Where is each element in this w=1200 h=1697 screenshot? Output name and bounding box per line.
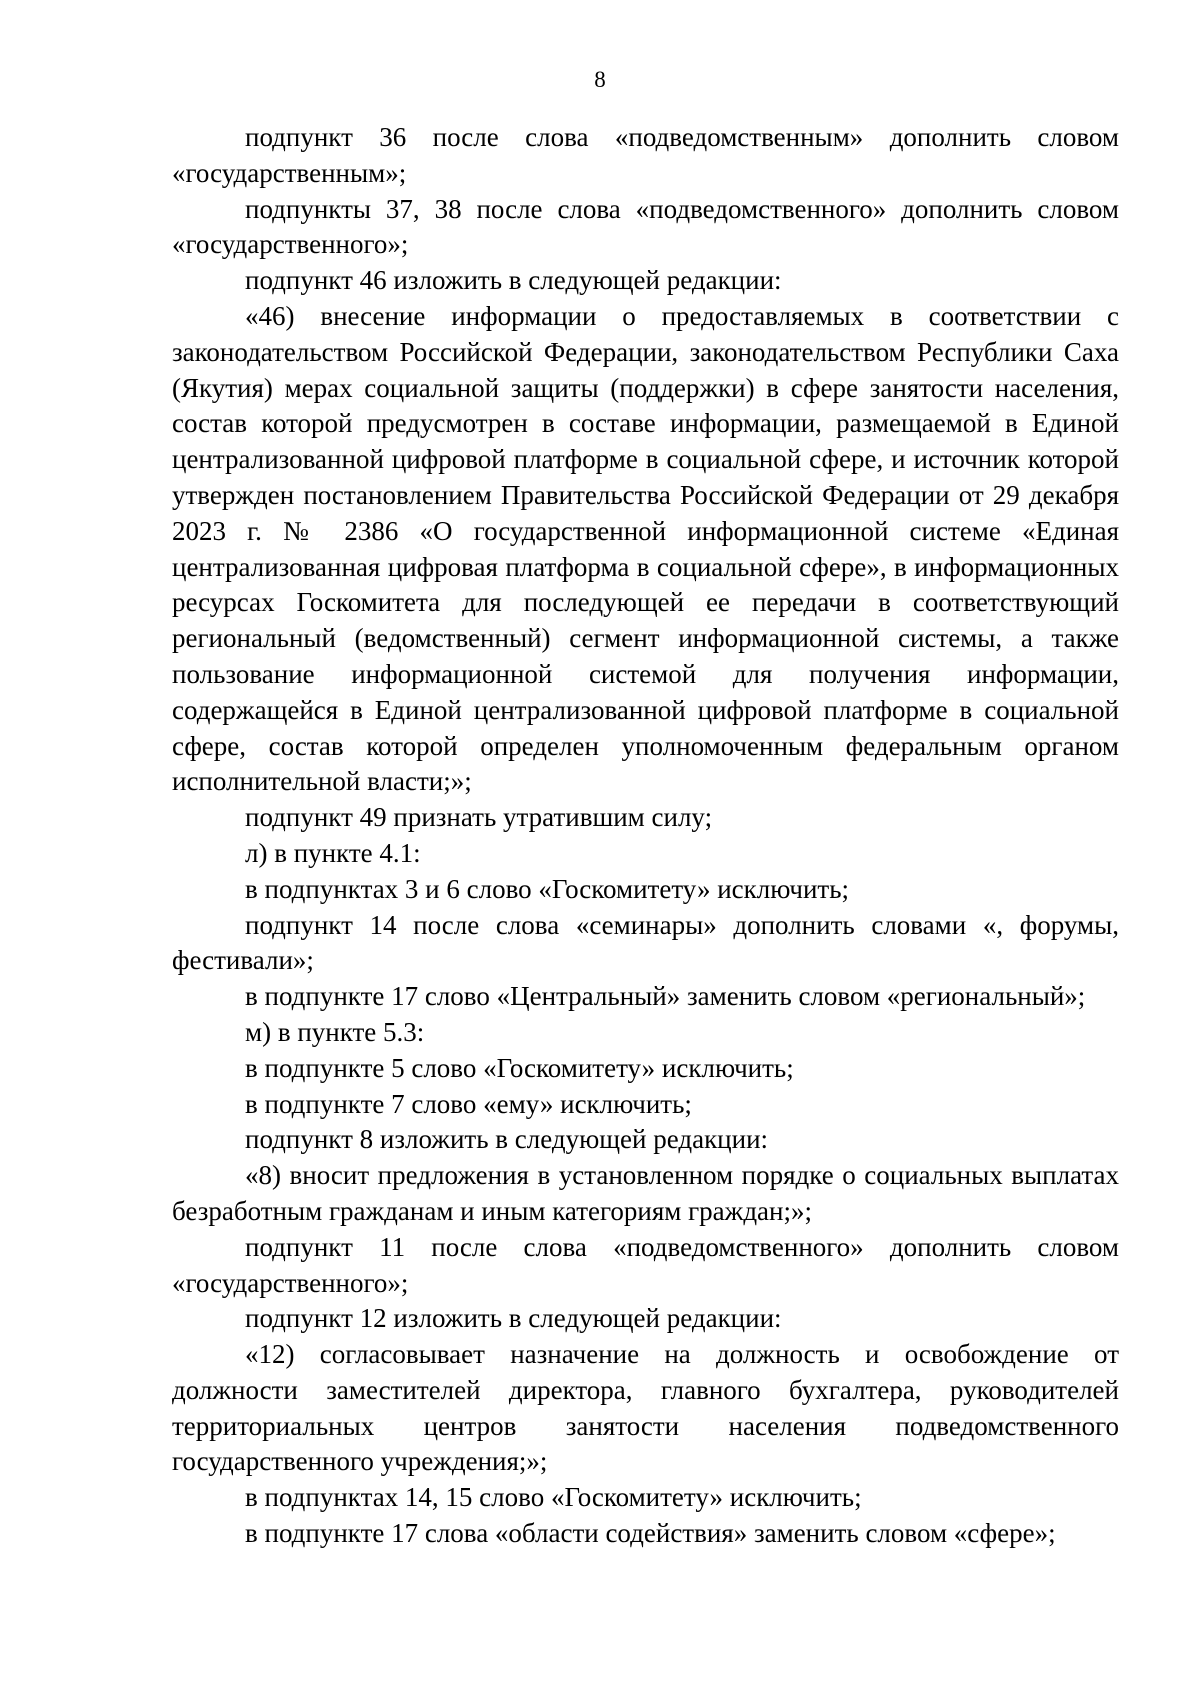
paragraph: «12) согласовывает назначение на должность и освобождение от должности заместителей директора, главного бухгалтера, руководителей территориальных центров занятости населения подведомственного государственного учреждения;»;	[172, 1339, 1119, 1477]
paragraph: в подпункте 5 слово «Госкомитету» исключить;	[245, 1052, 794, 1083]
paragraph: в подпункте 7 слово «ему» исключить;	[245, 1088, 692, 1119]
paragraph: подпункт 36 после слова «подведомственным» дополнить словом «государственным»;	[172, 122, 1119, 188]
paragraph: в подпункте 17 слова «области содействия» заменить словом «сфере»;	[245, 1518, 1056, 1549]
paragraph: подпункт 11 после слова «подведомственного» дополнить словом «государственного»;	[172, 1231, 1119, 1298]
paragraph: л) в пункте 4.1:	[245, 837, 421, 868]
paragraph: подпункт 49 признать утратившим силу;	[245, 802, 713, 833]
paragraph: в подпунктах 3 и 6 слово «Госкомитету» исключить;	[245, 873, 850, 904]
document-body	[172, 120, 1119, 1552]
paragraph: в подпунктах 14, 15 слово «Госкомитету» исключить;	[245, 1482, 862, 1513]
paragraph: «8) вносит предложения в установленном порядке о социальных выплатах безработным гражданам и иным категориям граждан;»;	[172, 1160, 1119, 1226]
paragraph: подпункт 46 изложить в следующей редакции:	[245, 265, 782, 296]
paragraph: в подпункте 17 слово «Центральный» заменить словом «региональный»;	[245, 981, 1086, 1012]
page-number: 8	[594, 67, 606, 92]
paragraph: подпункты 37, 38 после слова «подведомственного» дополнить словом «государственного»;	[172, 193, 1119, 260]
paragraph: подпункт 8 изложить в следующей редакции:	[245, 1124, 769, 1155]
paragraph: м) в пункте 5.3:	[245, 1016, 425, 1047]
paragraph: «46) внесение информации о предоставляемых в соответствии с законодательством Российской Федерации, законодательством Республики Саха (Якутия) мерах социальной защиты (поддержки) в сфере занятости населения, состав которой предусмотрен в составе информации, размещаемой в Единой централизованной цифровой платформе в социальной сфере, и источник которой утвержден постановлением Правительства Российской Федерации от 29 декабря 2023 г. № 2386 «О государственной информационной системе «Единая централизованная цифровая платформа в социальной сфере», в информационных ресурсах Госкомитета для последующей ее передачи в соответствующий региональный (ведомственный) сегмент информационной системы, а также пользование информационной системой для получения информации, содержащейся в Единой централизованной цифровой платформе в социальной сфере, состав которой определен уполномоченным федеральным органом исполнительной власти;»;	[172, 300, 1119, 797]
paragraph: подпункт 14 после слова «семинары» дополнить словами «, форумы, фестивали»;	[172, 909, 1119, 976]
paragraph: подпункт 12 изложить в следующей редакции:	[245, 1303, 782, 1334]
